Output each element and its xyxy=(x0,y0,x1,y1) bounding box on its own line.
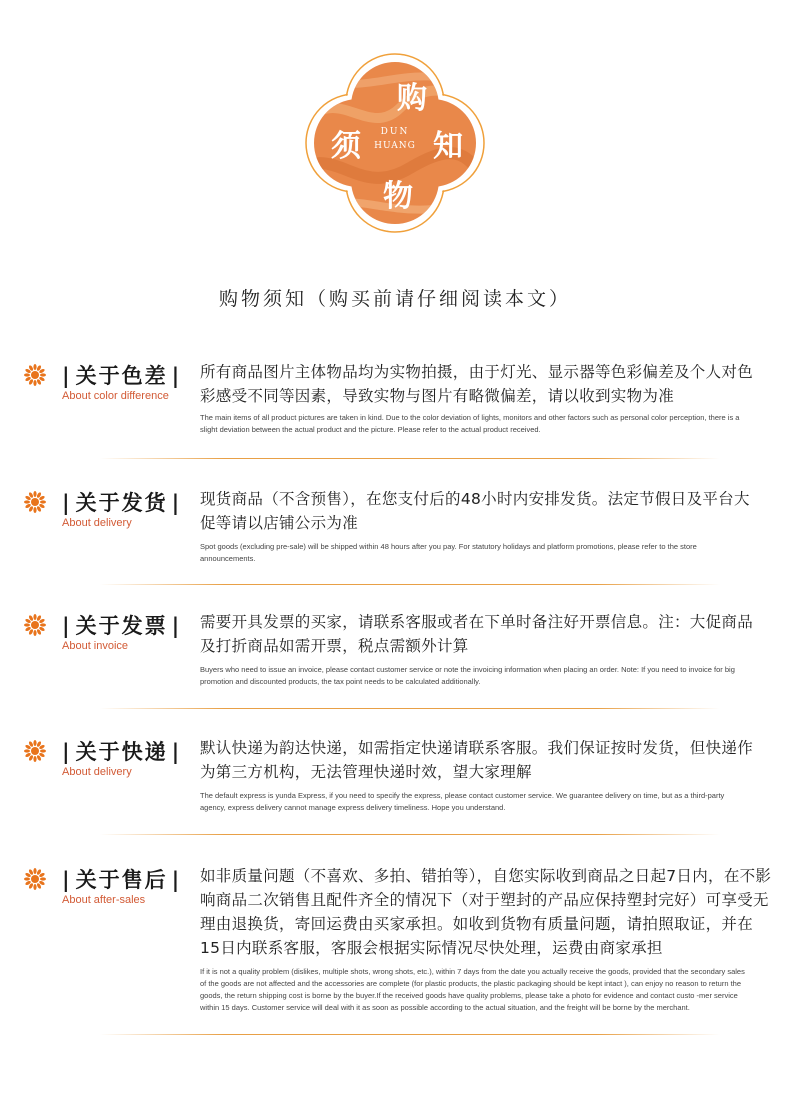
divider xyxy=(100,584,720,585)
dunhuang-logo xyxy=(300,48,490,238)
section-subtitle: About color difference xyxy=(62,390,169,402)
flower-icon xyxy=(22,489,48,515)
section-title: | 关于发货 | xyxy=(62,490,182,515)
logo-char-zhi: 知 xyxy=(433,129,463,164)
section-body-zh: 现货商品（不含预售），在您支付后的48小时内安排发货。法定节假日及平台大促等请以店铺公示为准 xyxy=(200,490,750,532)
section-subtitle: About delivery xyxy=(62,766,132,778)
section-title: | 关于发票 | xyxy=(62,613,182,638)
section-body-zh: 需要开具发票的买家，请联系客服或者在下单时备注好开票信息。注：大促商品及打折商品如需开票，税点需额外计算 xyxy=(200,613,754,655)
section-body-en: Buyers who need to issue an invoice, please contact customer service or note the invoicing information when placing an order. Note: If you need to invoice for big promotion and discounted products, the tax point needs to be calculated additionally. xyxy=(200,665,735,686)
section-body-en: If it is not a quality problem (dislikes, multiple shots, wrong shots, etc.), within 7 days from the date you actually receive the goods, provided that the secondary sales of the goods are not affected and the accessories are complete (for plastic products, the plastic packaging should be kept intact ), can enjoy no reason to return the goods, the return shipping cost is borne by the buyer.If the received goods have quality problems, please take a photo for evidence and contact custo -mer service within 15 days. Customer service will deal with it as soon as possible according to the actual situation, and the freight will be borne by the merchant. xyxy=(200,967,745,1012)
section-body-zh: 所有商品图片主体物品均为实物拍摄，由于灯光、显示器等色彩偏差及个人对色彩感受不同等因素，导致实物与图片有略微偏差，请以收到实物为准 xyxy=(200,363,754,405)
section-body-zh: 如非质量问题（不喜欢、多拍、错拍等），自您实际收到商品之日起7日内，在不影响商品二次销售且配件齐全的情况下（对于塑封的产品应保持塑封完好）可享受无理由退换货，寄回运费由买家承担。如收到货物有质量问题，请拍照取证，并在15日内联系客服，客服会根据实际情况尽快处理，运费由商家承担 xyxy=(200,867,772,957)
section-body-zh: 默认快递为韵达快递，如需指定快递请联系客服。我们保证按时发货，但快递作为第三方机构，无法管理快递时效，望大家理解 xyxy=(200,739,754,781)
logo-en-huang: HUANG xyxy=(374,141,416,151)
section-title: | 关于售后 | xyxy=(62,867,182,892)
flower-icon xyxy=(22,738,48,764)
divider xyxy=(100,708,720,709)
flower-icon xyxy=(22,612,48,638)
section-subtitle: About after-sales xyxy=(62,894,146,906)
divider xyxy=(100,458,720,459)
section-title: | 关于快递 | xyxy=(62,739,182,764)
flower-icon xyxy=(22,866,48,892)
section-title: | 关于色差 | xyxy=(62,363,182,388)
logo-char-wu: 物 xyxy=(383,179,413,214)
page-title: 购物须知（购买前请仔细阅读本文） xyxy=(218,288,571,310)
divider xyxy=(100,1034,720,1035)
flower-icon xyxy=(22,362,48,388)
logo-char-gou: 购 xyxy=(397,81,427,116)
section-subtitle: About invoice xyxy=(62,640,129,652)
section-body-en: The main items of all product pictures are taken in kind. Due to the color deviation of lights, monitors and other factors such as personal color perception, there is a slight deviation between the actual product and the picture. Please refer to the actual product received. xyxy=(200,413,740,434)
section-body-en: Spot goods (excluding pre-sale) will be shipped within 48 hours after you pay. For statutory holidays and platform promotions, please refer to the store announcements. xyxy=(200,542,697,563)
section-subtitle: About delivery xyxy=(62,517,132,529)
logo-en-dun: DUN xyxy=(380,127,410,137)
section-body-en: The default express is yunda Express, if you need to specify the express, please contact customer service. We guarantee delivery on time, but as a third-party agency, express delivery cannot manage express delivery timeliness. Hope you understand. xyxy=(200,791,725,812)
divider xyxy=(100,834,720,835)
logo-emblem xyxy=(300,48,490,238)
logo-char-xu: 须 xyxy=(331,129,361,164)
